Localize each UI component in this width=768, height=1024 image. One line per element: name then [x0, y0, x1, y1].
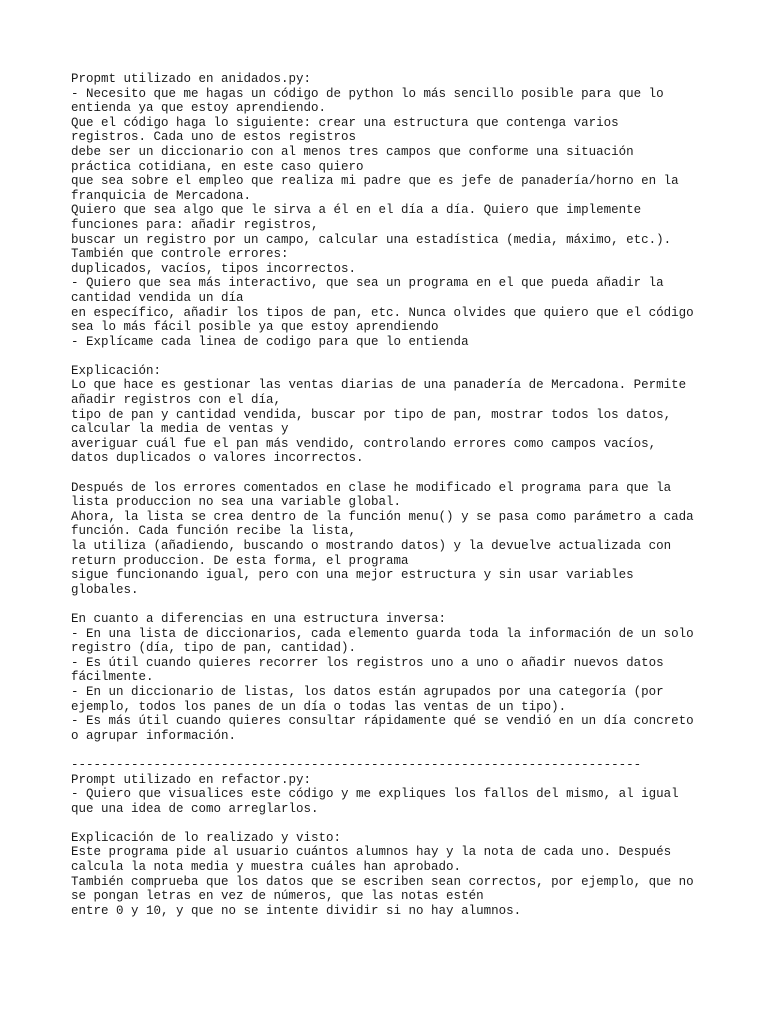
blank-line [71, 597, 711, 612]
text-line: duplicados, vacíos, tipos incorrectos. [71, 261, 357, 276]
separator-line: ---------------------------------------------------------------------------- [71, 757, 642, 772]
text-line: También comprueba que los datos que se escriben sean correctos, por ejemplo, que no [71, 874, 694, 889]
text-line: franquicia de Mercadona. [71, 188, 252, 203]
blank-line [71, 816, 711, 831]
blank-line [71, 349, 711, 364]
text-line: - Es más útil cuando quieres consultar rápidamente qué se vendió en un día concreto [71, 714, 694, 729]
text-line: También que controle errores: [71, 247, 289, 262]
text-line: sigue funcionando igual, pero con una mejor estructura y sin usar variables [71, 568, 634, 583]
text-line: que una idea de como arreglarlos. [71, 801, 319, 816]
text-line: Propmt utilizado en anidados.py: [71, 72, 312, 86]
text-line: Ahora, la lista se crea dentro de la función menu() y se pasa como parámetro a cada [71, 509, 694, 524]
text-line: se pongan letras en vez de números, que las notas estén [71, 889, 484, 904]
text-line: datos duplicados o valores incorrectos. [71, 451, 364, 466]
text-line: - Es útil cuando quieres recorrer los registros uno a uno o añadir nuevos datos [71, 655, 664, 670]
blank-line [71, 743, 711, 758]
text-line: return produccion. De esta forma, el programa [71, 553, 409, 568]
text-line: - Quiero que sea más interactivo, que sea un programa en el que pueda añadir la [71, 276, 664, 291]
text-line: entre 0 y 10, y que no se intente dividir si no hay alumnos. [71, 903, 522, 918]
text-line: tipo de pan y cantidad vendida, buscar por tipo de pan, mostrar todos los datos, [71, 407, 672, 422]
text-line: Después de los errores comentados en clase he modificado el programa para que la [71, 480, 672, 495]
text-line: Prompt utilizado en refactor.py: [71, 772, 312, 787]
text-line: fácilmente. [71, 670, 154, 685]
text-line: - Quiero que visualices este código y me expliques los fallos del mismo, al igual [71, 787, 679, 802]
text-line: sea lo más fácil posible ya que estoy aprendiendo [71, 320, 439, 335]
text-line: en específico, añadir los tipos de pan, etc. Nunca olvides que quiero que el código [71, 305, 694, 320]
text-line: Este programa pide al usuario cuántos alumnos hay y la nota de cada uno. Después [71, 845, 672, 860]
text-line: debe ser un diccionario con al menos tres campos que conforme una situación [71, 144, 634, 159]
text-line: práctica cotidiana, en este caso quiero [71, 159, 364, 174]
text-line: averiguar cuál fue el pan más vendido, controlando errores como campos vacíos, [71, 436, 657, 451]
text-line: que sea sobre el empleo que realiza mi padre que es jefe de panadería/horno en la [71, 174, 679, 189]
text-line: Explicación de lo realizado y visto: [71, 830, 342, 845]
text-line: o agrupar información. [71, 728, 237, 743]
text-line: - Explícame cada linea de codigo para que lo entienda [71, 334, 469, 349]
text-line: ejemplo, todos los panes de un día o todas las ventas de un tipo). [71, 699, 567, 714]
text-line: funciones para: añadir registros, [71, 217, 319, 232]
text-line: añadir registros con el día, [71, 393, 282, 408]
text-line: buscar un registro por un campo, calcular una estadística (media, máximo, etc.). [71, 232, 672, 247]
text-line: Lo que hace es gestionar las ventas diarias de una panadería de Mercadona. Permite [71, 378, 687, 393]
text-line: Explicación: [71, 363, 162, 378]
text-line: - En una lista de diccionarios, cada elemento guarda toda la información de un solo [71, 626, 694, 641]
text-line: entienda ya que estoy aprendiendo. [71, 101, 327, 116]
text-line: - Necesito que me hagas un código de python lo más sencillo posible para que lo [71, 86, 664, 101]
text-line: - En un diccionario de listas, los datos están agrupados por una categoría (por [71, 684, 664, 699]
text-line: Que el código haga lo siguiente: crear una estructura que contenga varios [71, 115, 619, 130]
text-line: calcula la nota media y muestra cuáles han aprobado. [71, 860, 462, 875]
text-line: registro (día, tipo de pan, cantidad). [71, 641, 357, 656]
text-line: En cuanto a diferencias en una estructura inversa: [71, 611, 447, 626]
text-line: función. Cada función recibe la lista, [71, 524, 357, 539]
blank-line [71, 466, 711, 481]
text-line: Quiero que sea algo que le sirva a él en el día a día. Quiero que implemente [71, 203, 642, 218]
text-line: globales. [71, 582, 139, 597]
document-page [71, 72, 711, 918]
text-line: cantidad vendida un día [71, 290, 244, 305]
text-line: la utiliza (añadiendo, buscando o mostrando datos) y la devuelve actualizada con [71, 539, 672, 553]
text-line: lista produccion no sea una variable global. [71, 495, 402, 510]
text-line: calcular la media de ventas y [71, 422, 289, 437]
text-line: registros. Cada uno de estos registros [71, 130, 357, 145]
